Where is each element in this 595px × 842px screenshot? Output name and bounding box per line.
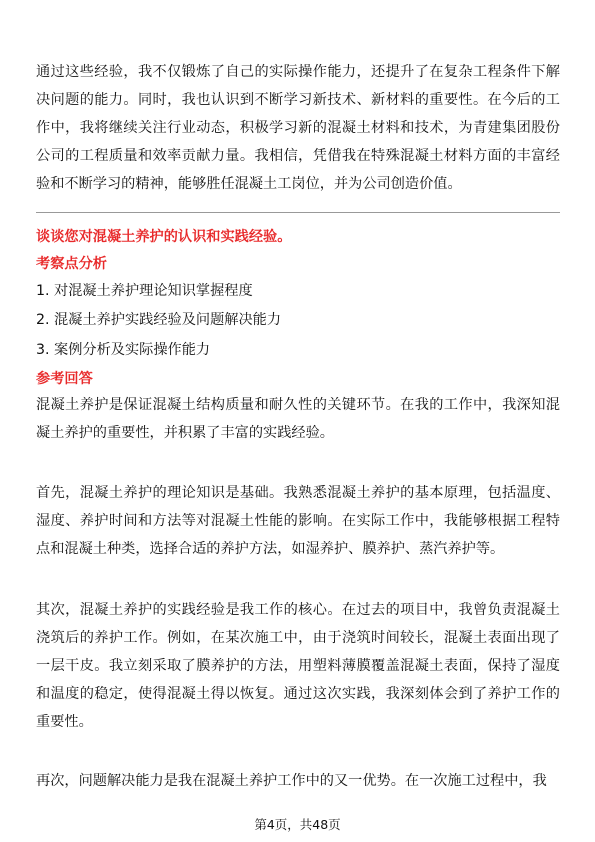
- page-footer: 第4页，共48页: [254, 817, 341, 832]
- intro-paragraph: 通过这些经验，我不仅锻炼了自己的实际操作能力，还提升了在复杂工程条件下解决问题的能力。同时，我也认识到不断学习新技术、新材料的重要性。在今后的工作中，我将继续关注行业动态，积极学习新的混凝土材料和技术，为青建集团股份公司的工程质量和效率贡献力量。我相信，凭借我在特殊混凝土材料方面的丰富经验和不断学习的精神，能够胜任混凝土工岗位，并为公司创造价值。: [36, 64, 560, 192]
- analysis-point-1: 1. 对混凝土养护理论知识掌握程度: [36, 283, 253, 299]
- answer-paragraph-3: 其次，混凝土养护的实践经验是我工作的核心。在过去的项目中，我曾负责混凝土浇筑后的养护工作。例如，在某次施工中，由于浇筑时间较长，混凝土表面出现了一层干皮。我立刻采取了膜养护的方法，用塑料薄膜覆盖混凝土表面，保持了湿度和温度的稳定，使得混凝土得以恢复。通过这次实践，我深刻体会到了养护工作的重要性。: [36, 602, 560, 730]
- answer-paragraph-4: 再次，问题解决能力是我在混凝土养护工作中的又一优势。在一次施工过程中，我: [36, 773, 547, 789]
- section-divider: [36, 212, 560, 213]
- answer-paragraph-2: 首先，混凝土养护的理论知识是基础。我熟悉混凝土养护的基本原理，包括温度、湿度、养护时间和方法等对混凝土性能的影响。在实际工作中，我能够根据工程特点和混凝土种类，选择合适的养护方法，如湿养护、膜养护、蒸汽养护等。: [36, 485, 560, 557]
- analysis-point-3: 3. 案例分析及实际操作能力: [36, 342, 211, 358]
- question-heading: 谈谈您对混凝土养护的认识和实践经验。: [36, 229, 292, 245]
- answer-label: 参考回答: [36, 371, 93, 387]
- answer-paragraph-1: 混凝土养护是保证混凝土结构质量和耐久性的关键环节。在我的工作中，我深知混凝土养护的重要性，并积累了丰富的实践经验。: [36, 397, 560, 441]
- analysis-point-2: 2. 混凝土养护实践经验及问题解决能力: [36, 312, 282, 328]
- analysis-label: 考察点分析: [36, 256, 107, 272]
